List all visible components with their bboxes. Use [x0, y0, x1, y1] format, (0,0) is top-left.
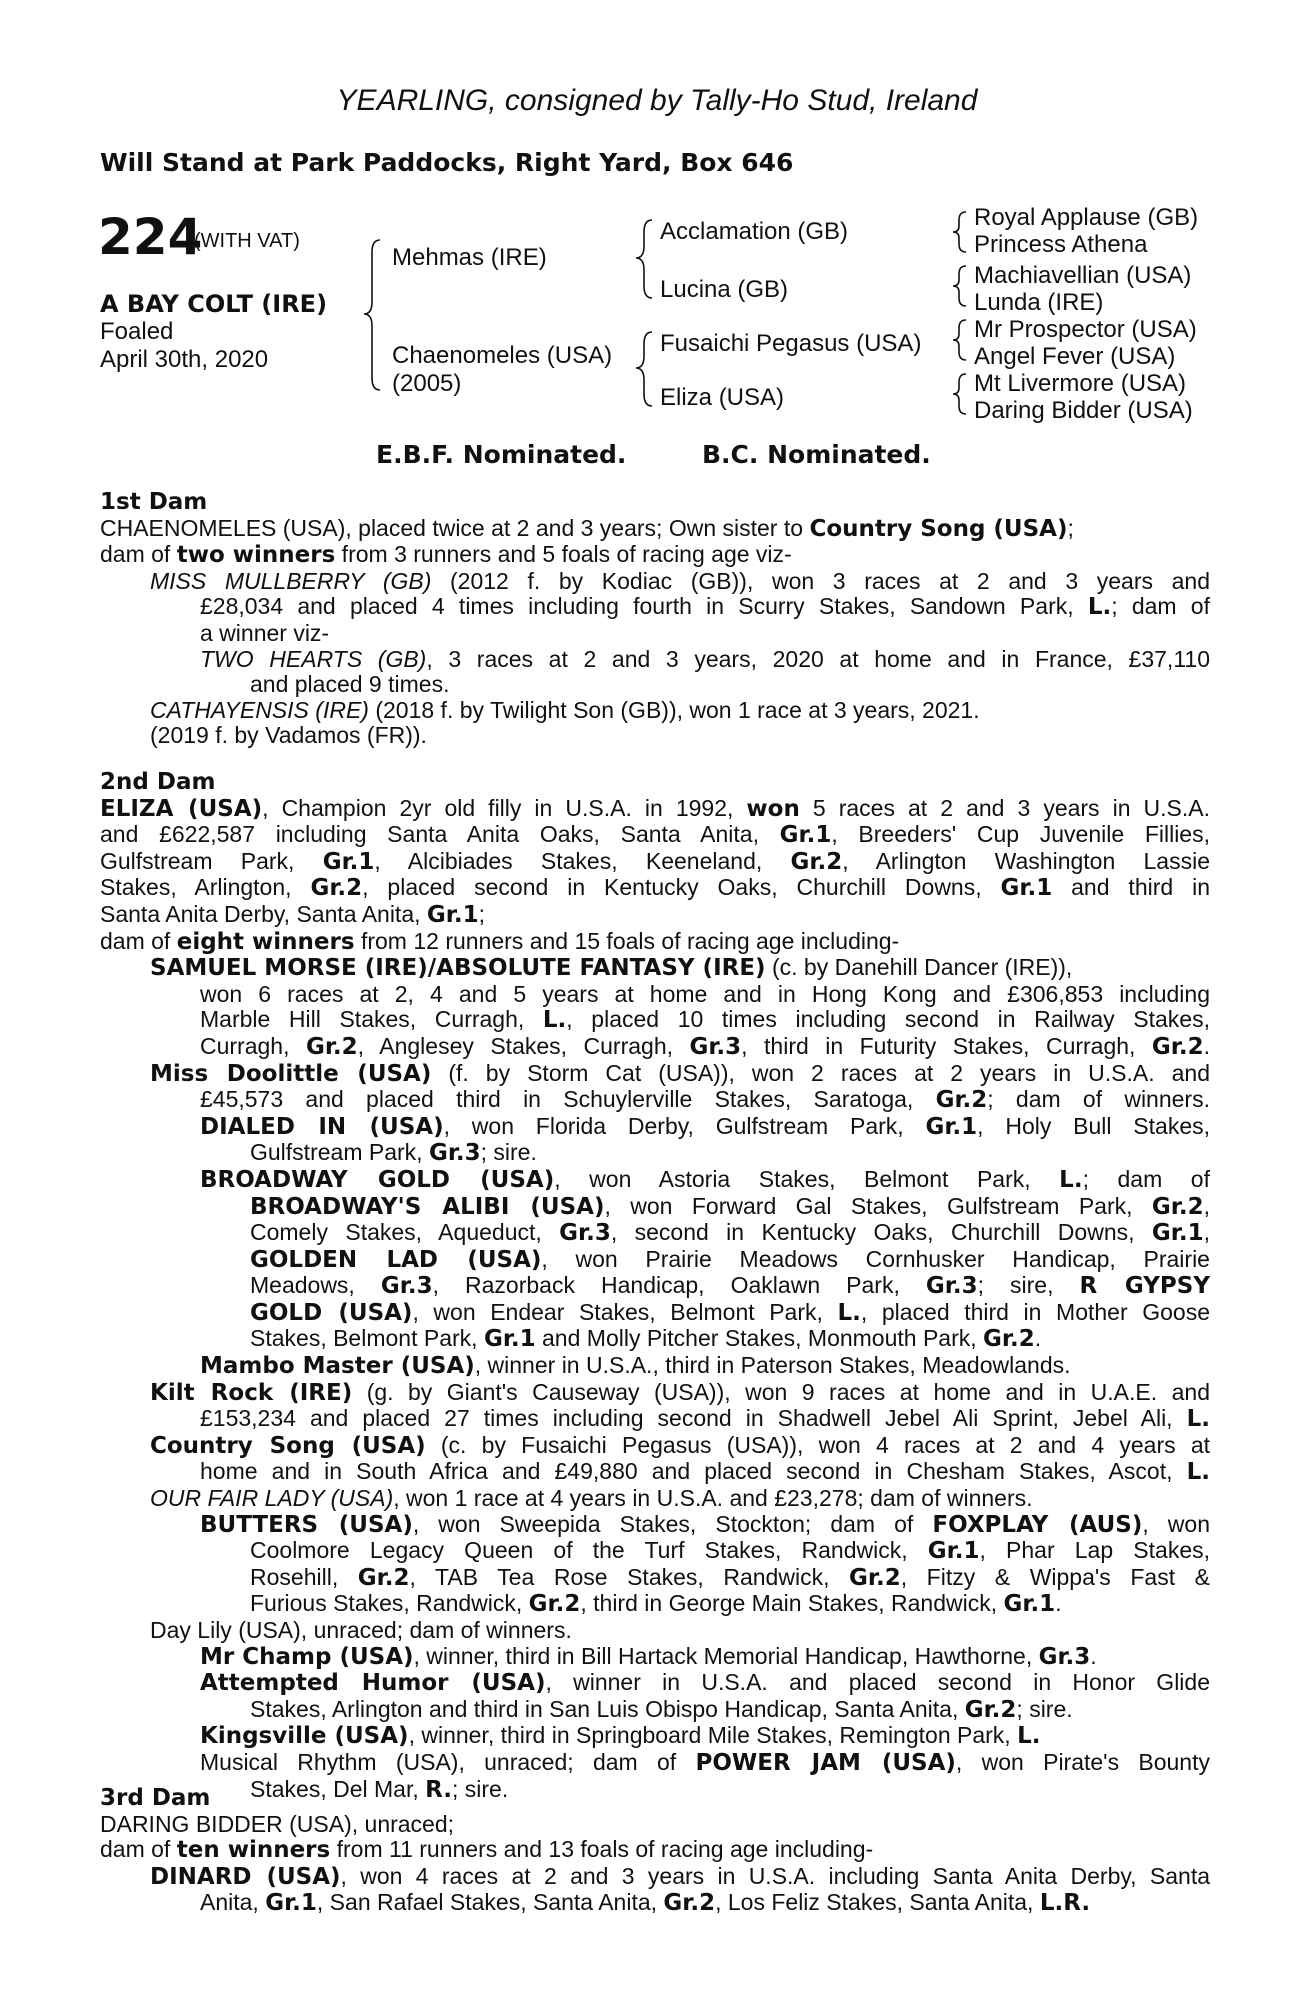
text-run: , placed 10 times including second in Railway Stakes,: [566, 1006, 1210, 1033]
pedigree-g3: Machiavellian (USA): [974, 262, 1192, 289]
third-dam-lines: [100, 1812, 1210, 1917]
text-line: [100, 594, 1210, 621]
first-dam-section: [100, 490, 1210, 749]
bold-text: Mr Champ (USA): [200, 1643, 414, 1670]
text-line: [100, 1167, 1210, 1194]
text-line: [100, 849, 1210, 876]
text-run: (c. by Fusaichi Pegasus (USA)), won 4 races at 2 and 4 years at: [425, 1431, 1211, 1458]
text-line: [100, 1380, 1210, 1407]
pedigree-g6: Angel Fever (USA): [974, 343, 1176, 370]
text-line: [100, 1512, 1210, 1539]
text-run: , winner in U.S.A., third in Paterson Stakes, Meadowlands.: [474, 1352, 1071, 1379]
text-run: , won 4 races at 2 and 3 years in U.S.A. including Santa Anita Derby, Santa: [340, 1862, 1210, 1889]
pedigree-g1: Royal Applause (GB): [974, 204, 1199, 231]
bracket-g4: [953, 374, 966, 414]
text-run: won 6 races at 2, 4 and 5 years at home and in Hong Kong and £306,853 including: [200, 980, 1210, 1007]
text-run: , won Prairie Meadows Cornhusker Handicap, Prairie: [541, 1245, 1210, 1272]
bold-text: Gr.2: [305, 1033, 358, 1060]
text-run: (c. by Danehill Dancer (IRE)),: [765, 954, 1073, 981]
pedigree-g8: Daring Bidder (USA): [974, 397, 1193, 424]
pedigree-sire-sire: Acclamation (GB): [660, 218, 849, 245]
bold-text: eight winners: [176, 928, 355, 955]
text-line: [100, 1670, 1210, 1697]
foaled-date: April 30th, 2020: [100, 346, 269, 373]
second-dam-lines: [100, 796, 1210, 1804]
text-run: Stakes, Del Mar,: [250, 1775, 426, 1802]
bracket-dam: [636, 332, 652, 406]
text-run: Meadows,: [250, 1272, 381, 1299]
text-run: ; sire.: [1016, 1695, 1073, 1722]
text-run: , third in Futurity Stakes, Curragh,: [741, 1032, 1152, 1059]
bold-text: POWER JAM (USA): [695, 1749, 956, 1776]
text-run: Marble Hill Stakes, Curragh,: [200, 1006, 543, 1033]
text-run: from 11 runners and 13 foals of racing age including-: [330, 1836, 874, 1863]
pedigree-dam: Chaenomeles (USA): [392, 342, 613, 369]
bold-text: Mambo Master (USA): [200, 1353, 475, 1380]
text-line: [100, 1300, 1210, 1327]
foaled-info: [100, 318, 268, 374]
text-line: [100, 1007, 1210, 1034]
text-line: [100, 698, 1210, 724]
text-run: , second in Kentucky Oaks, Churchill Downs,: [610, 1219, 1152, 1246]
bold-text: BROADWAY GOLD (USA): [200, 1166, 555, 1193]
text-run: home and in South Africa and £49,880 and placed second in Chesham Stakes, Ascot,: [200, 1458, 1187, 1485]
text-line: [100, 1837, 1210, 1864]
first-dam-lines: [100, 516, 1210, 749]
bold-text: FOXPLAY (AUS): [932, 1511, 1143, 1538]
text-run: Musical Rhythm (USA), unraced; dam of: [200, 1748, 696, 1775]
vat-note: (WITH VAT): [194, 230, 300, 252]
text-run: ;: [478, 900, 485, 927]
bold-text: Gr.2: [310, 875, 363, 902]
text-run: from 12 runners and 15 foals of racing age including-: [354, 927, 900, 954]
bold-text: Attempted Humor (USA): [200, 1670, 546, 1697]
text-line: [100, 1618, 1210, 1644]
text-line: [100, 1353, 1210, 1380]
bold-text: Gr.3: [380, 1273, 433, 1300]
text-run: (g. by Giant's Causeway (USA)), won 9 races at home and in U.A.E. and: [352, 1378, 1210, 1405]
text-run: , Breeders' Cup Juvenile Fillies,: [831, 821, 1210, 848]
bc-nomination: B.C. Nominated.: [702, 440, 931, 469]
text-run: ; dam of winners.: [987, 1086, 1210, 1113]
text-run: from 3 runners and 5 foals of racing age viz-: [335, 541, 792, 568]
bold-text: L.: [1186, 1459, 1210, 1486]
bold-text: Gr.2: [663, 1890, 716, 1917]
text-run: (2019 f. by Vadamos (FR)).: [150, 722, 427, 749]
text-run: and placed 9 times.: [250, 671, 450, 698]
bracket-main: [364, 240, 380, 390]
text-run: dam of: [100, 541, 177, 568]
text-line: [100, 1220, 1210, 1247]
bold-text: Country Song (USA): [150, 1432, 426, 1459]
stand-location: Will Stand at Park Paddocks, Right Yard, Box 646: [100, 148, 794, 177]
text-run: Rosehill,: [250, 1563, 358, 1590]
text-run: Stakes, Arlington and third in San Luis Obispo Handicap, Santa Anita,: [250, 1695, 965, 1722]
bold-text: Gr.1: [265, 1890, 317, 1917]
text-line: [100, 672, 1210, 698]
text-line: [100, 1034, 1210, 1061]
text-line: [100, 569, 1210, 595]
bold-text: DINARD (USA): [150, 1863, 341, 1890]
bold-text: Gr.1: [426, 901, 479, 928]
pedigree-dam-year: (2005): [392, 370, 462, 397]
bold-text: Gr.2: [1151, 1033, 1204, 1060]
bold-text: SAMUEL MORSE (IRE)/ABSOLUTE FANTASY (IRE): [150, 955, 766, 982]
text-run: ,: [1203, 1219, 1210, 1246]
text-line: [100, 1750, 1210, 1777]
bold-text: Gr.1: [927, 1538, 980, 1565]
text-run: , won Astoria Stakes, Belmont Park,: [554, 1165, 1060, 1192]
bold-text: L.: [1087, 594, 1112, 621]
bold-text: ELIZA (USA): [100, 795, 263, 822]
text-run: ; dam of: [1111, 593, 1210, 620]
bold-text: Gr.3: [428, 1140, 481, 1167]
text-run: (2018 f. by Twilight Son (GB)), won 1 race at 3 years, 2021.: [368, 696, 980, 723]
bold-text: Gr.2: [849, 1564, 901, 1591]
italic-text: MISS MULLBERRY (GB): [150, 567, 432, 594]
text-run: dam of: [100, 927, 177, 954]
text-line: [100, 1864, 1210, 1891]
text-run: a winner viz-: [200, 619, 330, 646]
text-run: , winner in U.S.A. and placed second in Honor Glide: [545, 1669, 1210, 1696]
text-line: [100, 1194, 1210, 1221]
text-run: Anita,: [200, 1889, 266, 1916]
bold-text: Gr.2: [528, 1591, 581, 1618]
text-run: , won: [1142, 1510, 1210, 1537]
text-line: [100, 796, 1210, 823]
bold-text: Gr.2: [983, 1326, 1035, 1353]
text-run: , Anglesey Stakes, Curragh,: [357, 1032, 690, 1059]
text-run: .: [1203, 1032, 1210, 1059]
text-run: ; sire.: [452, 1775, 509, 1802]
italic-text: CATHAYENSIS (IRE): [150, 696, 369, 723]
ebf-nomination: E.B.F. Nominated.: [376, 440, 627, 469]
text-line: [100, 929, 1210, 956]
text-run: Furious Stakes, Randwick,: [250, 1590, 529, 1617]
italic-text: OUR FAIR LADY (USA): [150, 1485, 394, 1512]
text-line: [100, 875, 1210, 902]
lot-number: 224: [98, 208, 203, 266]
bold-text: L.: [837, 1299, 861, 1326]
italic-text: TWO HEARTS (GB): [200, 645, 427, 672]
text-run: dam of: [100, 1836, 177, 1863]
text-line: [100, 621, 1210, 647]
bracket-g2: [953, 266, 966, 306]
bold-text: Country Song (USA): [809, 515, 1068, 542]
text-line: [100, 1697, 1210, 1724]
text-run: CHAENOMELES (USA), placed twice at 2 and 3 years; Own sister to: [100, 514, 810, 541]
text-run: Gulfstream Park,: [250, 1139, 429, 1166]
text-run: , third in George Main Stakes, Randwick,: [580, 1590, 1004, 1617]
bold-text: DIALED IN (USA): [200, 1113, 444, 1140]
bold-text: Gr.1: [925, 1113, 978, 1140]
bold-text: two winners: [176, 542, 336, 569]
bold-text: Gr.2: [935, 1087, 988, 1114]
bracket-g3: [953, 320, 966, 360]
bold-text: L.: [542, 1007, 567, 1034]
text-run: and £622,587 including Santa Anita Oaks, Santa Anita,: [100, 821, 780, 848]
text-run: (f. by Storm Cat (USA)), won 2 races at 2 years in U.S.A. and: [431, 1059, 1210, 1086]
bold-text: Gr.2: [1151, 1193, 1204, 1220]
text-line: [100, 1538, 1210, 1565]
text-run: , Los Feliz Stakes, Santa Anita,: [715, 1889, 1040, 1916]
text-run: , TAB Tea Rose Stakes, Randwick,: [409, 1563, 850, 1590]
bold-text: Gr.1: [779, 822, 832, 849]
text-line: [100, 1723, 1210, 1750]
bold-text: Gr.2: [357, 1564, 410, 1591]
text-run: , San Rafael Stakes, Santa Anita,: [316, 1889, 664, 1916]
bold-text: Gr.1: [1003, 1591, 1056, 1618]
bold-text: ten winners: [176, 1837, 331, 1864]
pedigree-g4: Lunda (IRE): [974, 289, 1104, 316]
bracket-sire: [636, 220, 652, 298]
foaled-label: Foaled: [100, 318, 174, 345]
text-run: Santa Anita Derby, Santa Anita,: [100, 900, 427, 927]
text-run: ; sire,: [977, 1272, 1080, 1299]
second-dam-section: [100, 770, 1210, 1803]
text-line: [100, 822, 1210, 849]
bold-text: R GYPSY: [1079, 1273, 1211, 1300]
text-line: [100, 1433, 1210, 1460]
text-run: .: [1034, 1325, 1042, 1352]
pedigree-sire-dam: Lucina (GB): [660, 276, 789, 303]
bold-text: BROADWAY'S ALIBI (USA): [250, 1193, 605, 1220]
text-run: 5 races at 2 and 3 years in U.S.A.: [799, 794, 1211, 821]
text-run: Curragh,: [200, 1032, 306, 1059]
bold-text: L.: [1059, 1166, 1083, 1193]
second-dam-heading: 2nd Dam: [100, 769, 216, 795]
bold-text: won: [746, 795, 800, 822]
text-line: [100, 542, 1210, 569]
text-run: , won Pirate's Bounty: [955, 1748, 1210, 1775]
text-run: , won Sweepida Stakes, Stockton; dam of: [412, 1510, 933, 1537]
text-line: [100, 1140, 1210, 1167]
text-run: DARING BIDDER (USA), unraced;: [100, 1810, 455, 1837]
text-line: [100, 647, 1210, 673]
text-run: (2012 f. by Kodiac (GB)), won 3 races at 2 and 3 years and: [431, 567, 1211, 594]
text-line: [100, 1406, 1210, 1433]
text-run: Coolmore Legacy Queen of the Turf Stakes, Randwick,: [250, 1537, 928, 1564]
text-run: Stakes, Arlington,: [100, 874, 311, 901]
text-line: [100, 1890, 1210, 1917]
bold-text: Gr.1: [322, 848, 375, 875]
text-run: , winner, third in Springboard Mile Stakes, Remington Park,: [408, 1722, 1018, 1749]
text-run: Comely Stakes, Aqueduct,: [250, 1219, 560, 1246]
bold-text: Gr.1: [1000, 875, 1053, 902]
text-line: [100, 982, 1210, 1008]
text-run: , placed third in Mother Goose: [860, 1298, 1210, 1325]
text-run: .: [1090, 1642, 1097, 1669]
bracket-g1: [953, 212, 966, 252]
text-run: , Arlington Washington Lassie: [842, 847, 1210, 874]
bold-text: L.: [1186, 1406, 1210, 1433]
text-run: , won Florida Derby, Gulfstream Park,: [443, 1112, 926, 1139]
text-run: Gulfstream Park,: [100, 847, 323, 874]
text-line: [100, 1087, 1210, 1114]
bold-text: GOLD (USA): [250, 1299, 413, 1326]
third-dam-heading: 3rd Dam: [100, 1785, 211, 1811]
first-dam-heading: 1st Dam: [100, 489, 208, 515]
text-run: , Alcibiades Stakes, Keeneland,: [374, 847, 791, 874]
pedigree-g2: Princess Athena: [974, 231, 1148, 258]
bold-text: Miss Doolittle (USA): [150, 1060, 432, 1087]
bold-text: Gr.1: [483, 1326, 536, 1353]
text-line: [100, 723, 1210, 749]
text-run: and third in: [1052, 874, 1210, 901]
text-run: Stakes, Belmont Park,: [250, 1325, 484, 1352]
text-run: ; dam of: [1082, 1165, 1210, 1192]
text-line: [100, 902, 1210, 929]
text-run: ,: [1203, 1192, 1210, 1219]
text-run: £28,034 and placed 4 times including fourth in Scurry Stakes, Sandown Park,: [200, 593, 1088, 620]
text-run: £45,573 and placed third in Schuylerville Stakes, Saratoga,: [200, 1086, 936, 1113]
text-run: , Holy Bull Stakes,: [977, 1112, 1210, 1139]
consignment-line: YEARLING, consigned by Tally-Ho Stud, Ireland: [336, 84, 978, 117]
text-run: , Razorback Handicap, Oaklawn Park,: [432, 1272, 926, 1299]
bold-text: Gr.2: [790, 848, 843, 875]
third-dam-section: [100, 1786, 1210, 1917]
text-run: £153,234 and placed 27 times including second in Shadwell Jebel Ali Sprint, Jebel Ali,: [200, 1405, 1187, 1432]
lot-description: A BAY COLT (IRE): [100, 290, 328, 318]
text-line: [100, 516, 1210, 543]
pedigree-dam-sire: Fusaichi Pegasus (USA): [660, 330, 922, 357]
bold-text: L.R.: [1039, 1890, 1091, 1917]
bold-text: Kilt Rock (IRE): [150, 1379, 353, 1406]
pedigree-g5: Mr Prospector (USA): [974, 316, 1197, 343]
text-line: [100, 1459, 1210, 1486]
text-line: [100, 1565, 1210, 1592]
text-run: , won Forward Gal Stakes, Gulfstream Park,: [604, 1192, 1152, 1219]
bold-text: Gr.3: [1038, 1643, 1091, 1670]
pedigree-sire: Mehmas (IRE): [392, 244, 547, 271]
pedigree-dam-dam: Eliza (USA): [660, 384, 785, 411]
pedigree-g7: Mt Livermore (USA): [974, 370, 1187, 397]
text-line: [100, 1326, 1210, 1353]
text-run: and Molly Pitcher Stakes, Monmouth Park,: [535, 1325, 984, 1352]
bold-text: GOLDEN LAD (USA): [250, 1246, 542, 1273]
text-run: ; sire.: [480, 1139, 537, 1166]
text-line: [100, 1247, 1210, 1274]
text-line: [100, 1486, 1210, 1512]
bold-text: Gr.3: [689, 1033, 742, 1060]
text-run: , 3 races at 2 and 3 years, 2020 at home and in France, £37,110: [426, 645, 1210, 672]
bold-text: Kingsville (USA): [200, 1723, 409, 1750]
text-run: , won Endear Stakes, Belmont Park,: [412, 1298, 838, 1325]
text-run: , Champion 2yr old filly in U.S.A. in 1992,: [262, 794, 747, 821]
bold-text: BUTTERS (USA): [200, 1511, 413, 1538]
text-line: [100, 1114, 1210, 1141]
text-run: , placed second in Kentucky Oaks, Churchill Downs,: [362, 874, 1001, 901]
text-run: , winner, third in Bill Hartack Memorial Handicap, Hawthorne,: [413, 1642, 1039, 1669]
text-run: Day Lily (USA), unraced; dam of winners.: [150, 1617, 572, 1643]
bold-text: R.: [425, 1776, 452, 1803]
bold-text: Gr.3: [925, 1273, 978, 1300]
text-run: , Fitzy & Wippa's Fast &: [900, 1563, 1210, 1590]
text-run: , won 1 race at 4 years in U.S.A. and £23,278; dam of winners.: [393, 1485, 1033, 1512]
text-line: [100, 1812, 1210, 1838]
text-line: [100, 955, 1210, 982]
bold-text: Gr.1: [1151, 1220, 1204, 1247]
bold-text: Gr.2: [964, 1696, 1017, 1723]
text-run: ;: [1067, 514, 1074, 541]
bold-text: Gr.3: [559, 1220, 611, 1247]
text-line: [100, 1591, 1210, 1618]
text-run: .: [1055, 1590, 1062, 1617]
bold-text: L.: [1017, 1723, 1041, 1750]
text-line: [100, 1644, 1210, 1671]
text-line: [100, 1273, 1210, 1300]
text-line: [100, 1061, 1210, 1088]
text-run: , Phar Lap Stakes,: [979, 1537, 1210, 1564]
